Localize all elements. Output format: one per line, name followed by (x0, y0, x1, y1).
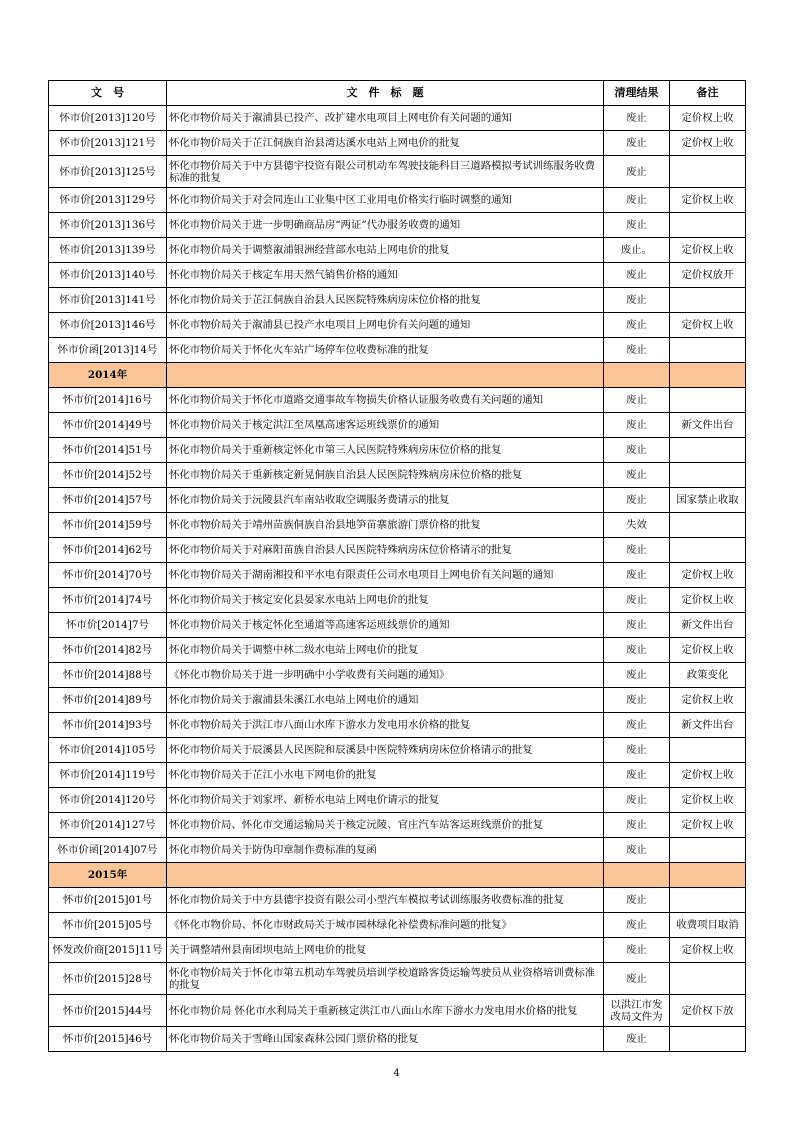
doc-number-cell: 怀市价[2014]120号 (49, 788, 167, 813)
doc-number-cell: 怀市价[2014]16号 (49, 388, 167, 413)
result-cell: 失效 (604, 513, 670, 538)
table-row (49, 963, 746, 995)
doc-number-cell: 怀市价[2013]129号 (49, 188, 167, 213)
doc-number-cell: 怀市价函[2013]14号 (49, 338, 167, 363)
doc-number-cell: 怀市价[2013]140号 (49, 263, 167, 288)
year-row (49, 363, 746, 388)
note-cell (670, 888, 746, 913)
result-cell: 废止 (604, 388, 670, 413)
doc-number-cell: 怀市价[2013]136号 (49, 213, 167, 238)
doc-title-cell: 怀化市物价局关于对麻阳苗族自治县人民医院特殊病房床位价格请示的批复 (167, 538, 604, 563)
doc-title-cell: 怀化市物价局关于怀化火车站广场停车位收费标准的批复 (167, 338, 604, 363)
header-note: 备注 (670, 81, 746, 106)
result-cell: 废止 (604, 838, 670, 863)
note-cell: 定价权上收 (670, 763, 746, 788)
result-cell: 废止 (604, 213, 670, 238)
doc-number-cell: 怀市价函[2014]07号 (49, 838, 167, 863)
result-cell: 废止 (604, 663, 670, 688)
table-row (49, 738, 746, 763)
year-result-cell (604, 863, 670, 888)
table-row (49, 588, 746, 613)
table-row (49, 106, 746, 131)
doc-title-cell: 怀化市物价局关于芷江小水电下网电价的批复 (167, 763, 604, 788)
note-cell (670, 156, 746, 188)
result-cell: 废止。 (604, 238, 670, 263)
doc-number-cell: 怀市价[2014]52号 (49, 463, 167, 488)
note-cell: 定价权上收 (670, 563, 746, 588)
table-row (49, 763, 746, 788)
table-row (49, 688, 746, 713)
doc-title-cell: 怀化市物价局关于防伪印章制作费标准的复函 (167, 838, 604, 863)
result-cell: 废止 (604, 538, 670, 563)
result-cell: 废止 (604, 131, 670, 156)
year-result-cell (604, 363, 670, 388)
doc-number-cell: 怀市价[2014]62号 (49, 538, 167, 563)
doc-number-cell: 怀市价[2013]141号 (49, 288, 167, 313)
note-cell (670, 963, 746, 995)
doc-number-cell: 怀市价[2015]28号 (49, 963, 167, 995)
result-cell: 废止 (604, 788, 670, 813)
result-cell: 废止 (604, 106, 670, 131)
doc-title-cell: 怀化市物价局、怀化市交通运输局关于核定沅陵、官庄汽车站客运班线票价的批复 (167, 813, 604, 838)
table-row (49, 338, 746, 363)
table-row (49, 938, 746, 963)
note-cell (670, 838, 746, 863)
table-row (49, 713, 746, 738)
result-cell: 废止 (604, 713, 670, 738)
table-row (49, 638, 746, 663)
note-cell: 定价权上收 (670, 313, 746, 338)
year-note-cell (670, 863, 746, 888)
table-header-row (49, 81, 746, 106)
doc-number-cell: 怀市价[2014]57号 (49, 488, 167, 513)
table-row (49, 788, 746, 813)
table-row (49, 513, 746, 538)
table-row (49, 463, 746, 488)
doc-number-cell: 怀市价[2015]01号 (49, 888, 167, 913)
note-cell: 定价权上收 (670, 131, 746, 156)
year-row (49, 863, 746, 888)
result-cell: 废止 (604, 888, 670, 913)
result-cell: 废止 (604, 613, 670, 638)
note-cell: 定价权上收 (670, 638, 746, 663)
result-cell: 废止 (604, 488, 670, 513)
doc-title-cell: 怀化市物价局关于芷江侗族自治县湾达溪水电站上网电价的批复 (167, 131, 604, 156)
doc-title-cell: 怀化市物价局关于核定洪江至凤凰高速客运班线票价的通知 (167, 413, 604, 438)
result-cell: 废止 (604, 563, 670, 588)
table-row (49, 538, 746, 563)
doc-number-cell: 怀市价[2014]70号 (49, 563, 167, 588)
note-cell (670, 438, 746, 463)
table-row (49, 313, 746, 338)
doc-title-cell: 关于调整靖州县南团坝电站上网电价的批复 (167, 938, 604, 963)
doc-title-cell: 怀化市物价局关于靖州苗族侗族自治县地笋苗寨旅游门票价格的批复 (167, 513, 604, 538)
table-row (49, 188, 746, 213)
table-row (49, 913, 746, 938)
doc-title-cell: 怀化市物价局关于溆浦县已投产、改扩建水电项目上网电价有关问题的通知 (167, 106, 604, 131)
result-cell: 废止 (604, 813, 670, 838)
table-row (49, 663, 746, 688)
note-cell: 定价权放开 (670, 263, 746, 288)
result-cell: 废止 (604, 463, 670, 488)
doc-number-cell: 怀市价[2014]49号 (49, 413, 167, 438)
doc-number-cell: 怀市价[2014]105号 (49, 738, 167, 763)
result-cell: 废止 (604, 963, 670, 995)
year-title-cell (167, 863, 604, 888)
doc-number-cell: 怀市价[2013]120号 (49, 106, 167, 131)
doc-title-cell: 怀化市物价局关于进一步明确商品房“两证”代办服务收费的通知 (167, 213, 604, 238)
doc-title-cell: 怀化市物价局关于雪峰山国家森林公园门票价格的批复 (167, 1027, 604, 1052)
year-note-cell (670, 363, 746, 388)
result-cell: 废止 (604, 763, 670, 788)
doc-title-cell: 怀化市物价局关于溆浦县已投产水电项目上网电价有关问题的通知 (167, 313, 604, 338)
result-cell: 以洪江市发改局文件为 (604, 995, 670, 1027)
doc-number-cell: 怀市价[2014]93号 (49, 713, 167, 738)
note-cell: 定价权上收 (670, 238, 746, 263)
doc-title-cell: 《怀化市物价局关于进一步明确中小学收费有关问题的通知》 (167, 663, 604, 688)
note-cell: 定价权上收 (670, 588, 746, 613)
note-cell: 定价权上收 (670, 106, 746, 131)
doc-title-cell: 怀化市物价局关于调整溆浦银洲经营部水电站上网电价的批复 (167, 238, 604, 263)
note-cell (670, 288, 746, 313)
table-row (49, 413, 746, 438)
doc-title-cell: 怀化市物价局关于沅陵县汽车南站收取空调服务费请示的批复 (167, 488, 604, 513)
note-cell: 国家禁止收取 (670, 488, 746, 513)
doc-title-cell: 怀化市物价局关于重新核定怀化市第三人民医院特殊病房床位价格的批复 (167, 438, 604, 463)
result-cell: 废止 (604, 738, 670, 763)
result-cell: 废止 (604, 188, 670, 213)
table-row (49, 263, 746, 288)
table-row (49, 388, 746, 413)
doc-number-cell: 怀市价[2014]59号 (49, 513, 167, 538)
result-cell: 废止 (604, 338, 670, 363)
doc-title-cell: 怀化市物价局关于核定怀化至通道等高速客运班线票价的通知 (167, 613, 604, 638)
note-cell (670, 213, 746, 238)
result-cell: 废止 (604, 688, 670, 713)
doc-title-cell: 怀化市物价局关于湖南湘投和平水电有限责任公司水电项目上网电价有关问题的通知 (167, 563, 604, 588)
note-cell (670, 738, 746, 763)
table-row (49, 995, 746, 1027)
doc-title-cell: 怀化市物价局关于怀化市道路交通事故车物损失价格认证服务收费有关问题的通知 (167, 388, 604, 413)
doc-title-cell: 怀化市物价局关于重新核定新晃侗族自治县人民医院特殊病房床位价格的批复 (167, 463, 604, 488)
note-cell: 新文件出台 (670, 413, 746, 438)
note-cell (670, 338, 746, 363)
doc-number-cell: 怀市价[2014]119号 (49, 763, 167, 788)
result-cell: 废止 (604, 413, 670, 438)
doc-title-cell: 怀化市物价局关于辰溪县人民医院和辰溪县中医院特殊病房床位价格请示的批复 (167, 738, 604, 763)
result-cell: 废止 (604, 913, 670, 938)
result-cell: 废止 (604, 438, 670, 463)
table-row (49, 838, 746, 863)
table-row (49, 213, 746, 238)
header-doc-title: 文 件 标 题 (167, 81, 604, 106)
result-cell: 废止 (604, 263, 670, 288)
result-cell: 废止 (604, 313, 670, 338)
doc-number-cell: 怀市价[2014]74号 (49, 588, 167, 613)
result-cell: 废止 (604, 938, 670, 963)
table-row (49, 156, 746, 188)
result-cell: 废止 (604, 156, 670, 188)
result-cell: 废止 (604, 638, 670, 663)
doc-title-cell: 怀化市物价局关于核定车用天然气销售价格的通知 (167, 263, 604, 288)
result-cell: 废止 (604, 588, 670, 613)
doc-number-cell: 怀市价[2014]51号 (49, 438, 167, 463)
table-row (49, 1027, 746, 1052)
table-row (49, 813, 746, 838)
doc-number-cell: 怀市价[2014]82号 (49, 638, 167, 663)
doc-number-cell: 怀市价[2013]139号 (49, 238, 167, 263)
note-cell (670, 538, 746, 563)
doc-title-cell: 怀化市物价局关于核定安化县晏家水电站上网电价的批复 (167, 588, 604, 613)
year-label: 2015年 (49, 863, 167, 888)
doc-title-cell: 怀化市物价局关于洪江市八面山水库下游水力发电用水价格的批复 (167, 713, 604, 738)
note-cell: 收费项目取消 (670, 913, 746, 938)
result-cell: 废止 (604, 1027, 670, 1052)
note-cell: 定价权上收 (670, 188, 746, 213)
doc-title-cell: 怀化市物价局关于中方县德宇投资有限公司小型汽车模拟考试训练服务收费标准的批复 (167, 888, 604, 913)
doc-number-cell: 怀市价[2013]125号 (49, 156, 167, 188)
header-doc-number: 文 号 (49, 81, 167, 106)
note-cell: 新文件出台 (670, 713, 746, 738)
table-row (49, 288, 746, 313)
doc-number-cell: 怀市价[2014]89号 (49, 688, 167, 713)
note-cell (670, 513, 746, 538)
note-cell: 新文件出台 (670, 613, 746, 638)
doc-title-cell: 怀化市物价局关于溆浦县朱溪江水电站上网电价的通知 (167, 688, 604, 713)
note-cell (670, 388, 746, 413)
doc-title-cell: 怀化市物价局关于芷江侗族自治县人民医院特殊病房床位价格的批复 (167, 288, 604, 313)
header-result: 清理结果 (604, 81, 670, 106)
doc-number-cell: 怀市价[2015]44号 (49, 995, 167, 1027)
doc-title-cell: 怀化市物价局关于调整中林二级水电站上网电价的批复 (167, 638, 604, 663)
note-cell: 定价权上收 (670, 938, 746, 963)
result-cell: 废止 (604, 288, 670, 313)
note-cell (670, 1027, 746, 1052)
table-row (49, 888, 746, 913)
note-cell: 定价权上收 (670, 688, 746, 713)
doc-number-cell: 怀市价[2013]121号 (49, 131, 167, 156)
note-cell: 定价权下放 (670, 995, 746, 1027)
doc-number-cell: 怀市价[2014]127号 (49, 813, 167, 838)
doc-number-cell: 怀市价[2014]7号 (49, 613, 167, 638)
table-row (49, 238, 746, 263)
table-row (49, 563, 746, 588)
doc-title-cell: 怀化市物价局关于对会同连山工业集中区工业用电价格实行临时调整的通知 (167, 188, 604, 213)
note-cell: 定价权上收 (670, 813, 746, 838)
table-body (49, 106, 746, 1052)
note-cell: 定价权上收 (670, 788, 746, 813)
doc-number-cell: 怀发改价商[2015]11号 (49, 938, 167, 963)
table-row (49, 488, 746, 513)
doc-number-cell: 怀市价[2015]05号 (49, 913, 167, 938)
table-row (49, 131, 746, 156)
doc-title-cell: 怀化市物价局关于中方县德宇投资有限公司机动车驾驶技能科目三道路模拟考试训练服务收费标准的批复 (167, 156, 604, 188)
note-cell: 政策变化 (670, 663, 746, 688)
doc-title-cell: 《怀化市物价局、怀化市财政局关于城市园林绿化补偿费标准问题的批复》 (167, 913, 604, 938)
doc-number-cell: 怀市价[2013]146号 (49, 313, 167, 338)
note-cell (670, 463, 746, 488)
doc-number-cell: 怀市价[2014]88号 (49, 663, 167, 688)
document-table (48, 80, 746, 1052)
year-label: 2014年 (49, 363, 167, 388)
table-row (49, 613, 746, 638)
year-title-cell (167, 363, 604, 388)
doc-title-cell: 怀化市物价局关于怀化市第五机动车驾驶员培训学校道路客货运输驾驶员从业资格培训费标准的批复 (167, 963, 604, 995)
doc-number-cell: 怀市价[2015]46号 (49, 1027, 167, 1052)
doc-title-cell: 怀化市物价局 怀化市水利局关于重新核定洪江市八面山水库下游水力发电用水价格的批复 (167, 995, 604, 1027)
page-number: 4 (393, 1068, 400, 1079)
table-row (49, 438, 746, 463)
doc-title-cell: 怀化市物价局关于刘家坪、新桥水电站上网电价请示的批复 (167, 788, 604, 813)
